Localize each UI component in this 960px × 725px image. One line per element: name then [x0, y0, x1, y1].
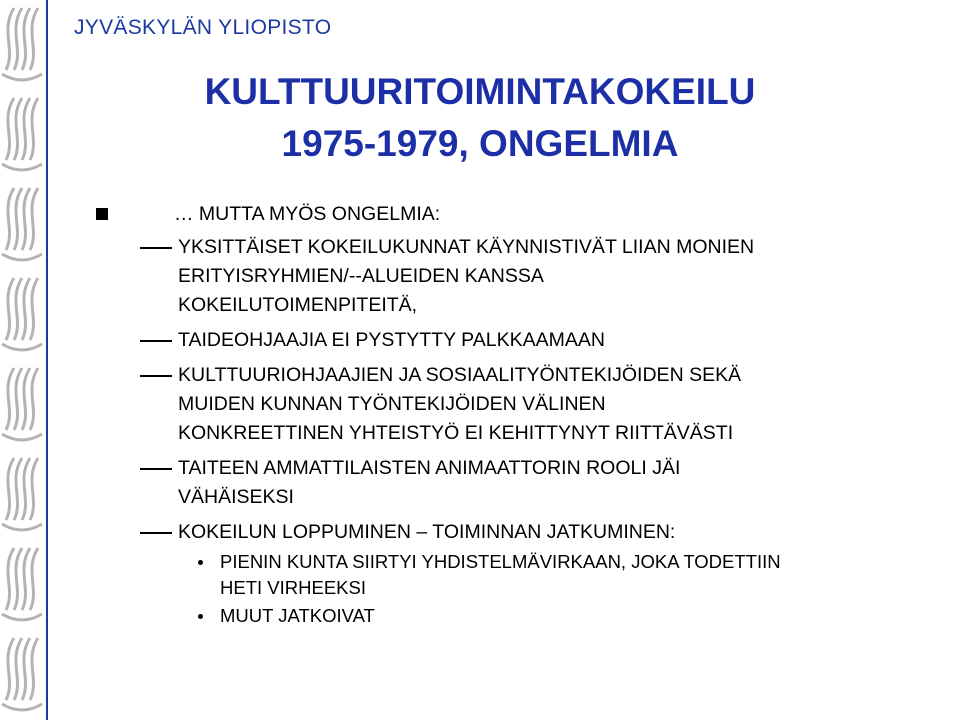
dot-bullet-icon: [198, 614, 203, 619]
dash-bullet-icon: [140, 532, 172, 534]
sub-item: [90, 454, 930, 512]
emblem-motif: [2, 458, 42, 530]
university-name: JYVÄSKYLÄN YLIOPISTO: [74, 16, 332, 39]
sub-item-line: TAITEEN AMMATTILAISTEN ANIMAATTORIN ROOLI JÄI: [178, 457, 681, 479]
dash-bullet-icon: [140, 375, 172, 377]
sub-item: [90, 361, 930, 448]
university-emblem-pattern-icon: [0, 0, 46, 720]
emblem-motif: [2, 8, 42, 80]
sub-item-line: KOKEILUN LOPPUMINEN – TOIMINNAN JATKUMINEN:: [178, 521, 676, 543]
emblem-motif: [2, 188, 42, 260]
sub-item-line: VÄHÄISEKSI: [178, 486, 294, 508]
sub-item-line: KOKEILUTOIMENPITEITÄ,: [178, 294, 418, 316]
sub-sub-item: [90, 549, 930, 601]
dash-bullet-icon: [140, 468, 172, 470]
emblem-motif: [2, 98, 42, 170]
slide-content: [90, 200, 930, 631]
dot-bullet-icon: [198, 560, 203, 565]
main-bullet-text: … MUTTA MYÖS ONGELMIA:: [174, 203, 441, 225]
slide-title-line-2: 1975-1979, ONGELMIA: [281, 123, 679, 164]
slide-title-line-1: KULTTUURITOIMINTAKOKEILU: [204, 71, 756, 112]
sub-item-line: KULTTUURIOHJAAJIEN JA SOSIAALITYÖNTEKIJÖIDEN SEKÄ: [178, 364, 742, 386]
square-bullet-icon: [96, 208, 108, 220]
sub-item-line: ERITYISRYHMIEN/--ALUEIDEN KANSSA: [178, 265, 544, 287]
emblem-motif: [2, 638, 42, 710]
slide-title: [120, 66, 840, 170]
main-bullet: [90, 200, 930, 229]
sub-sub-item-line: MUUT JATKOIVAT: [220, 605, 375, 626]
sub-sub-item-line: HETI VIRHEEKSI: [220, 577, 366, 598]
sub-item-line: KONKREETTINEN YHTEISTYÖ EI KEHITTYNYT RIITTÄVÄSTI: [178, 422, 734, 444]
sub-item-line: YKSITTÄISET KOKEILUKUNNAT KÄYNNISTIVÄT LIIAN MONIEN: [178, 236, 755, 258]
dash-bullet-icon: [140, 340, 172, 342]
sub-item-line: TAIDEOHJAAJIA EI PYSTYTTY PALKKAAMAAN: [178, 329, 605, 351]
sub-item-line: MUIDEN KUNNAN TYÖNTEKIJÖIDEN VÄLINEN: [178, 393, 606, 415]
sidebar-divider: [46, 0, 48, 720]
sub-sub-item-line: PIENIN KUNTA SIIRTYI YHDISTELMÄVIRKAAN, JOKA TODETTIIN: [220, 551, 781, 572]
sub-item: [90, 518, 930, 547]
sidebar-pattern: [0, 0, 46, 720]
sub-sub-item: [90, 603, 930, 629]
emblem-motif: [2, 278, 42, 350]
emblem-motif: [2, 548, 42, 620]
dash-bullet-icon: [140, 247, 172, 249]
sub-item: [90, 233, 930, 320]
emblem-motif: [2, 368, 42, 440]
sub-item: [90, 326, 930, 355]
